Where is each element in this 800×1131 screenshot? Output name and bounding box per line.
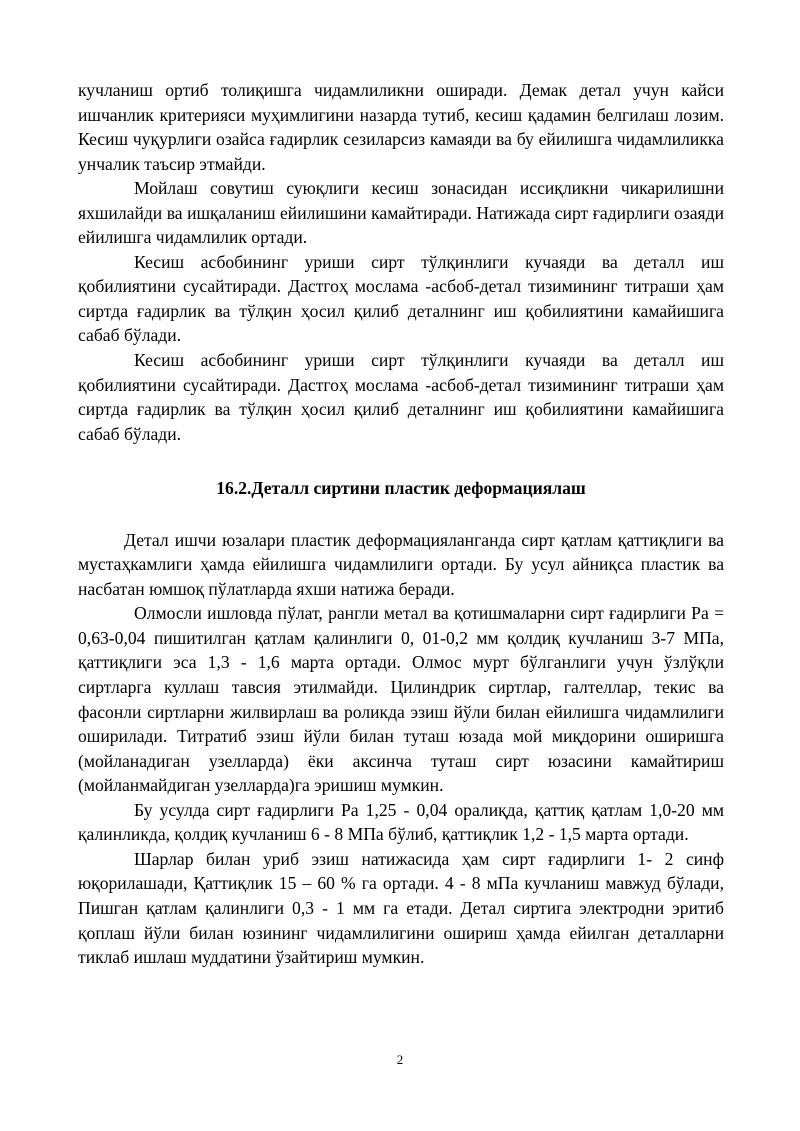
document-page <box>78 78 724 970</box>
paragraph-cooling-lubrication: Мойлаш совутиш суюқлиги кесиш зонасидан иссиқликни чикарилишни яхшилайди ва ишқаланиш ейилишини камайтиради. Натижада сирт ғадирлиги озаяди ейилишга чидамлилик ортади. <box>78 178 724 248</box>
paragraph-method-results: Бу усулда сирт ғадирлиги Ра 1,25 - 0,04 оралиқда, қаттиқ қатлам 1,0-20 мм қалинликда, қолдиқ кучланиш 6 - 8 МПа бўлиб, қаттиқлик 1,2 - 1,5 марта ортади. <box>78 799 724 845</box>
paragraph-diamond-processing: Олмосли ишловда пўлат, рангли метал ва қотишмаларни сирт ғадирлиги Ра = 0,63-0,04 пишитилган қатлам қалинлиги 0, 01-0,2 мм қолдиқ кучланиш 3-7 МПа, қаттиқлиги эса 1,3 - 1,6 марта ортади. Олмос мурт бўлганлиги учун ўзлўқли сиртларга куллаш тавсия этилмайди. Цилиндрик сиртлар, галтеллар, текис ва фасонли сиртларни жилвирлаш ва роликда эзиш йўли билан ейилишга чидамлилиги оширилади. Титратиб эзиш йўли билан туташ юзада мой миқдорини оширишга (мойланадиган узелларда) ёки аксинча туташ сирт юзасини камайтириш (мойланмайдиган узелларда)га эришиш мумкин. <box>78 603 724 796</box>
section-heading: 16.2.Деталл сиртини пластик деформациялаш <box>216 478 586 499</box>
page-number: 2 <box>396 1052 404 1067</box>
paragraph-continuation: кучланиш ортиб толиқишга чидамлиликни оширади. Демак детал учун кайси ишчанлик критерияси муҳимлигини назарда тутиб, кесиш қадамин белгилаш лозим. Кесиш чуқурлиги озайса ғадирлик сезиларсиз камаяди ва бу ейилишга чидамлиликка унчалик таъсир этмайди. <box>78 80 724 174</box>
paragraph-ball-peening: Шарлар билан уриб эзиш натижасида ҳам сирт ғадирлиги 1- 2 синф юқорилашади, Қаттиқлик 15 – 60 % га ортади. 4 - 8 мПа кучланиш мавжуд бўлади, Пишган қатлам қалинлиги 0,3 - 1 мм га етади. Детал сиртига электродни эритиб қоплаш йўли билан юзининг чидамлилигини ошириш ҳамда ейилган деталларни тиклаб ишлаш муддатини ўзайтириш мумкин. <box>78 848 724 968</box>
paragraph-plastic-deformation-intro: Детал ишчи юзалари пластик деформацияланганда сирт қатлам қаттиқлиги ва мустаҳкамлиги ҳамда ейилишга чидамлилиги ортади. Бу усул айниқса пластик ва насбатан юмшоқ пўлатларда яхши натижа беради. <box>78 529 724 599</box>
paragraph-tool-impact-2: Кесиш асбобининг уриши сирт тўлқинлиги кучаяди ва деталл иш қобилиятини сусайтиради. Дастгоҳ мослама -асбоб-детал тизимининг титраши ҳам сиртда ғадирлик ва тўлқин ҳосил қилиб деталнинг иш қобилиятини камайишига сабаб бўлади. <box>78 350 724 444</box>
paragraph-tool-impact-1: Кесиш асбобининг уриши сирт тўлқинлиги кучаяди ва деталл иш қобилиятини сусайтиради. Дастгоҳ мослама -асбоб-детал тизимининг титраши ҳам сиртда ғадирлик ва тўлқин ҳосил қилиб деталнинг иш қобилиятини камайишига сабаб бўлади. <box>78 251 724 346</box>
